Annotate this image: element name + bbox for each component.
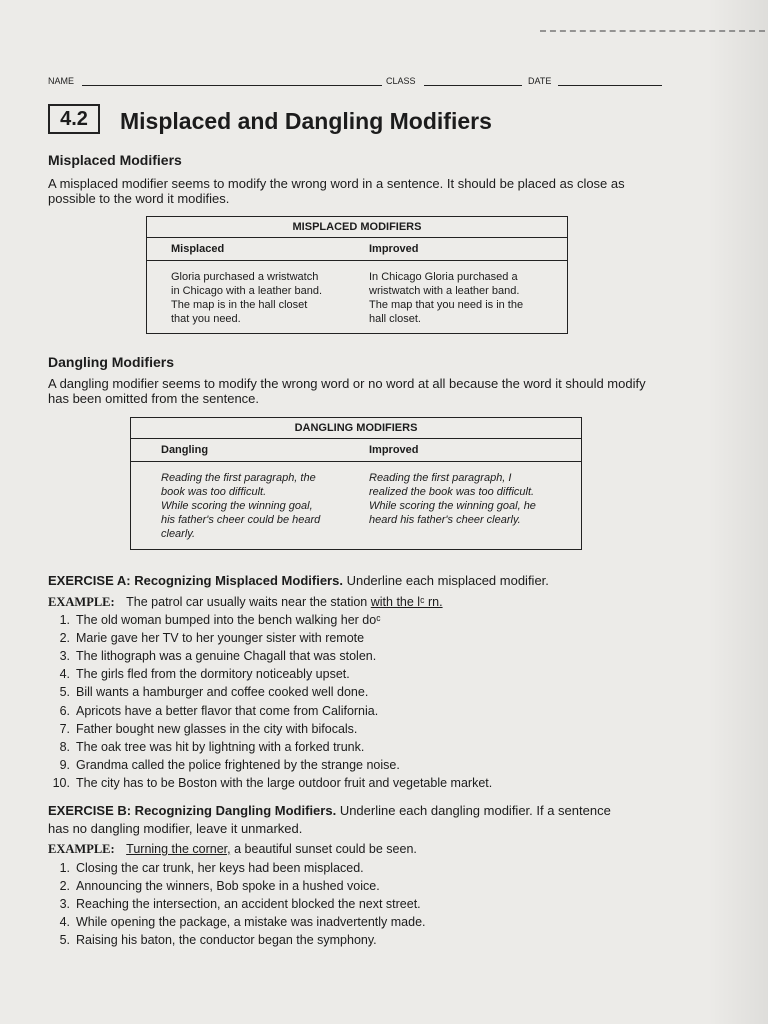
exercise-a-item <box>48 667 350 681</box>
exercise-b-title: EXERCISE B: Recognizing Dangling Modifiers. <box>48 803 337 818</box>
exercise-a-item-text[interactable]: The city has to be Boston with the large outdoor fruit and vegetable market. <box>76 775 493 790</box>
exercise-b-example <box>48 840 417 858</box>
exercise-b-item-text[interactable]: While opening the package, a mistake was inadvertently made. <box>76 915 426 930</box>
dangling-improved-examples: Reading the first paragraph, I realized the book was too difficult. While scoring the winning goal, he heard his father's cheer clearly. <box>369 472 536 526</box>
section-number: 4.2 <box>48 104 100 134</box>
improved-col-head: Improved <box>369 243 419 255</box>
exercise-a-item-text[interactable]: The oak tree was hit by lightning with a forked trunk. <box>76 739 365 754</box>
exercise-a-item <box>48 722 357 736</box>
exercise-a-item-text[interactable]: Marie gave her TV to her younger sister with remote <box>76 631 365 646</box>
exercise-a-item-text[interactable]: Father bought new glasses in the city with bifocals. <box>76 721 358 736</box>
exercise-a-item-number: 5. <box>59 685 70 700</box>
dangling-heading: Dangling Modifiers <box>48 354 174 370</box>
exercise-a-item-number: 10. <box>52 775 70 790</box>
dangling-examples: Reading the first paragraph, the book was too difficult. While scoring the winning goal, his father's cheer could be heard clearly. <box>161 472 321 540</box>
name-label: NAME <box>48 76 75 86</box>
exercise-a-item-text[interactable]: Apricots have a better flavor that come from California. <box>76 703 379 718</box>
misplaced-examples: Gloria purchased a wristwatch in Chicago with a leather band. The map is in the hall closet that you need. <box>171 271 323 325</box>
exercise-b-item-number: 2. <box>59 879 70 894</box>
page-shadow <box>708 0 768 1024</box>
misplaced-table-header <box>147 238 567 261</box>
exercise-a-item-text[interactable]: Bill wants a hamburger and coffee cooked well done. <box>76 685 369 700</box>
top-scan-line <box>540 30 765 32</box>
exercise-a-item <box>48 685 368 699</box>
dangling-table-title: DANGLING MODIFIERS <box>131 418 581 439</box>
dangling-intro: A dangling modifier seems to modify the wrong word or no word at all because the word it should modify has been omitted from the sentence. <box>48 376 646 406</box>
exercise-b-item-number: 5. <box>59 933 70 948</box>
exercise-a-example <box>48 593 443 611</box>
misplaced-intro: A misplaced modifier seems to modify the wrong word in a sentence. It should be placed as close as possible to the word it modifies. <box>48 176 625 206</box>
class-label: CLASS <box>386 76 416 86</box>
name-class-date-header <box>48 74 668 90</box>
exercise-b-example-label: EXAMPLE: <box>48 842 115 856</box>
exercise-b-item <box>48 897 421 911</box>
dangling-table <box>130 417 582 550</box>
exercise-a-item-number: 1. <box>59 613 70 627</box>
misplaced-col-head: Misplaced <box>171 243 225 255</box>
exercise-a-title: EXERCISE A: Recognizing Misplaced Modifiers. <box>48 573 343 588</box>
exercise-a-item <box>48 740 364 754</box>
exercise-a-item <box>48 649 376 663</box>
exercise-a-example-underlined: with the lᶜ rn. <box>370 595 443 609</box>
misplaced-heading: Misplaced Modifiers <box>48 152 182 168</box>
misplaced-improved-examples: In Chicago Gloria purchased a wristwatch with a leather band. The map that you need is in the hall closet. <box>369 271 524 325</box>
exercise-a-example-label: EXAMPLE: <box>48 595 115 609</box>
exercise-b-item-number: 1. <box>59 861 70 875</box>
exercise-b-item-text[interactable]: Closing the car trunk, her keys had been misplaced. <box>76 861 364 875</box>
exercise-a-item <box>48 631 364 645</box>
exercise-b-example-text: a beautiful sunset could be seen. <box>234 842 417 856</box>
exercise-a-item-number: 9. <box>59 757 70 772</box>
dangling-table-header <box>131 439 581 462</box>
exercise-a-item <box>48 776 492 790</box>
exercise-a-item <box>48 758 400 772</box>
name-blank[interactable] <box>82 85 382 86</box>
exercise-b-instruction: Underline each dangling modifier. If a sentence <box>339 803 611 818</box>
misplaced-table-title: MISPLACED MODIFIERS <box>147 217 567 238</box>
exercise-a-item-number: 6. <box>59 703 70 718</box>
dangling-col-head: Dangling <box>161 444 209 456</box>
exercise-a-item-number: 7. <box>59 721 70 736</box>
date-blank[interactable] <box>558 85 662 86</box>
exercise-b-item-number: 3. <box>59 897 70 912</box>
exercise-b-example-underlined: Turning the corner, <box>126 842 231 856</box>
exercise-b-item <box>48 861 364 875</box>
exercise-a-heading <box>48 572 549 590</box>
exercise-b-item <box>48 915 426 929</box>
class-blank[interactable] <box>424 85 522 86</box>
exercise-b-item-number: 4. <box>59 915 70 930</box>
date-label: DATE <box>528 76 552 86</box>
page-title: Misplaced and Dangling Modifiers <box>120 108 492 134</box>
exercise-a-item-text[interactable]: Grandma called the police frightened by the strange noise. <box>76 757 400 772</box>
misplaced-table <box>146 216 568 334</box>
exercise-b-item-text[interactable]: Reaching the intersection, an accident blocked the next street. <box>76 897 421 912</box>
exercise-a-item <box>48 704 378 718</box>
exercise-a-item-number: 3. <box>59 649 70 664</box>
exercise-b-item <box>48 879 380 893</box>
exercise-b-instruction-cont: has no dangling modifier, leave it unmarked. <box>48 821 303 836</box>
dangling-improved-col-head: Improved <box>369 444 419 456</box>
exercise-b-item-text[interactable]: Announcing the winners, Bob spoke in a hushed voice. <box>76 879 380 894</box>
exercise-a-item-text[interactable]: The girls fled from the dormitory noticeably upset. <box>76 667 350 682</box>
exercise-a-item <box>48 613 381 627</box>
exercise-a-item-number: 4. <box>59 667 70 682</box>
exercise-a-item-number: 2. <box>59 631 70 646</box>
exercise-a-instruction: Underline each misplaced modifier. <box>346 573 549 588</box>
exercise-b-item <box>48 933 377 947</box>
exercise-a-example-text: The patrol car usually waits near the station <box>126 595 368 609</box>
exercise-a-item-number: 8. <box>59 739 70 754</box>
exercise-b-heading <box>48 802 611 820</box>
exercise-a-item-text[interactable]: The lithograph was a genuine Chagall that was stolen. <box>76 649 377 664</box>
exercise-a-item-text[interactable]: The old woman bumped into the bench walking her doᶜ <box>76 613 381 627</box>
exercise-b-item-text[interactable]: Raising his baton, the conductor began the symphony. <box>76 933 377 948</box>
